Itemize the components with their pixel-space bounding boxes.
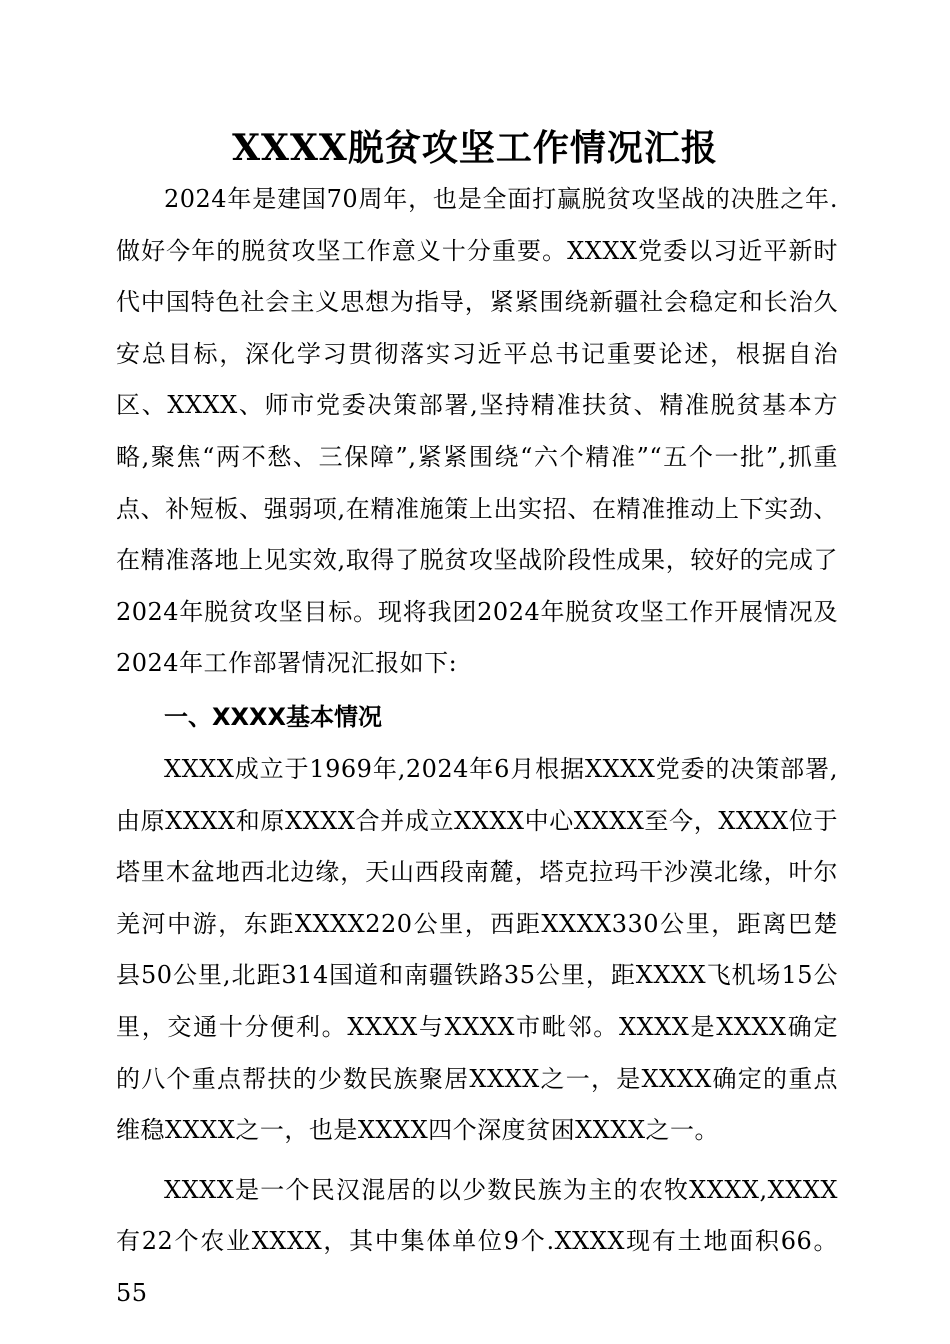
document-body <box>116 174 838 1319</box>
section-heading: 一、XXXX基本情况 <box>164 702 383 731</box>
intro-paragraph: 2024年是建国70周年，也是全面打赢脱贫攻坚战的决胜之年.做好今年的脱贫攻坚工作意义十分重要。XXXX党委以习近平新时代中国特色社会主义思想为指导，紧紧围绕新疆社会稳定和长治久安总目标，深化学习贯彻落实习近平总书记重要论述，根据自治区、XXXX、师市党委决策部署,坚持精准扶贫、精准脱贫基本方略,聚焦“两不愁、三保障”,紧紧围绕“六个精准”“五个一批”,抓重点、补短板、强弱项,在精准施策上出实招、在精准推动上下实劲、在精准落地上见实效,取得了脱贫攻坚战阶段性成果，较好的完成了2024年脱贫攻坚目标。现将我团2024年脱贫攻坚工作开展情况及2024年工作部署情况汇报如下: <box>116 185 838 678</box>
document-title: XXXX脱贫攻坚工作情况汇报 <box>232 127 718 169</box>
section-paragraph-2: XXXX是一个民汉混居的以少数民族为主的农牧XXXX,XXXX有22个农业XXXX，其中集体单位9个.XXXX现有土地面积66。55 <box>116 1175 838 1307</box>
paragraph-spacer <box>116 1157 838 1165</box>
section-paragraph-1: XXXX成立于1969年,2024年6月根据XXXX党委的决策部署,由原XXXX和原XXXX合并成立XXXX中心XXXX至今，XXXX位于塔里木盆地西北边缘，天山西段南麓，塔克拉玛干沙漠北缘，叶尔羌河中游，东距XXXX220公里，西距XXXX330公里，距离巴楚县50公里,北距314国道和南疆铁路35公里，距XXXX飞机场15公里，交通十分便利。XXXX与XXXX市毗邻。XXXX是XXXX确定的八个重点帮扶的少数民族聚居XXXX之一，是XXXX确定的重点维稳XXXX之一，也是XXXX四个深度贫困XXXX之一。 <box>116 754 838 1145</box>
